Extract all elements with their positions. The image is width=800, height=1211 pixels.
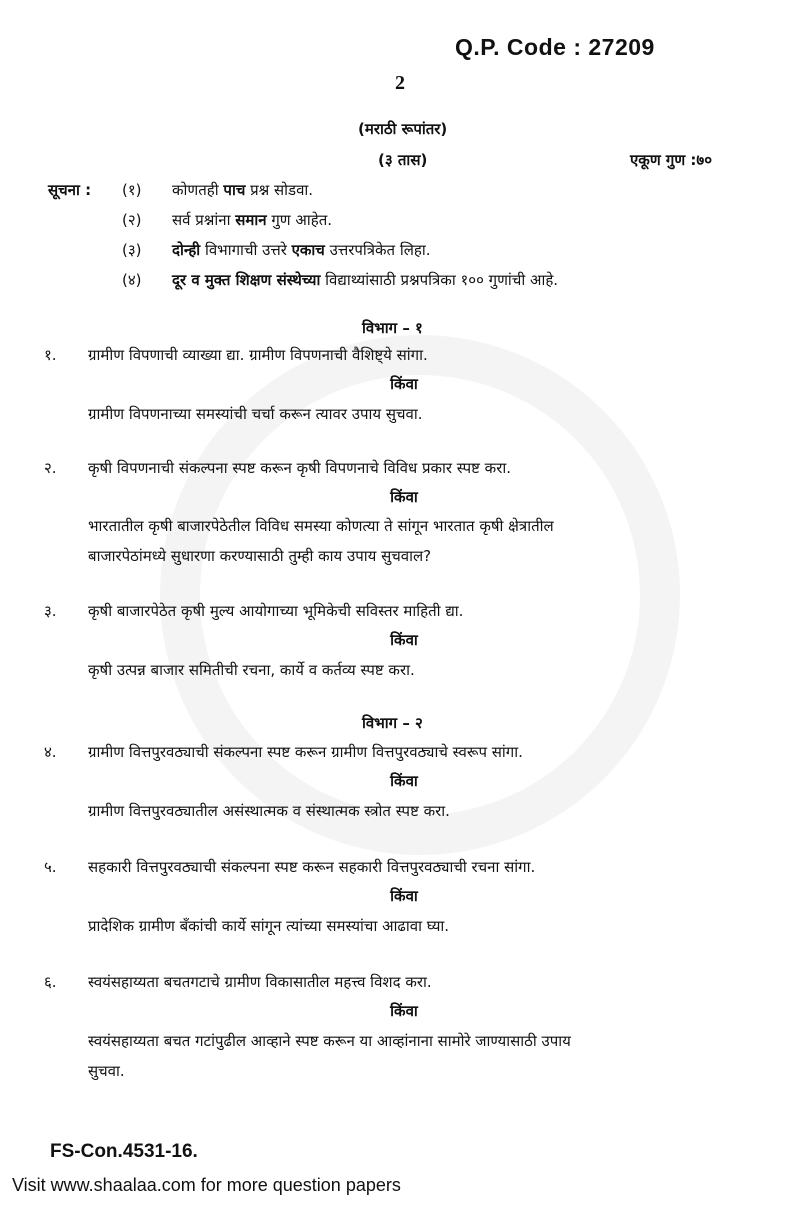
translation-subtitle: (मराठी रूपांतर) [358,120,448,138]
instruction-1: कोणतही पाच प्रश्न सोडवा. [172,181,314,199]
question-1-num: १. [44,346,57,364]
or-label-2: किंवा [390,488,418,506]
question-3-alt: कृषी उत्पन्न बाजार समितीची रचना, कार्ये व कर्तव्य स्पष्ट करा. [88,661,415,679]
instruction-1-num: (१) [122,181,142,199]
question-2-text: कृषी विपणनाची संकल्पना स्पष्ट करून कृषी विपणनाचे विविध प्रकार स्पष्ट करा. [88,459,511,477]
question-5-text: सहकारी वित्तपुरवठ्याची संकल्पना स्पष्ट करून सहकारी वित्तपुरवठ्याची रचना सांगा. [88,858,536,876]
question-4-num: ४. [44,743,57,761]
question-2-num: २. [44,459,57,477]
question-1-alt: ग्रामीण विपणनाच्या समस्यांची चर्चा करून त्यावर उपाय सुचवा. [88,405,423,423]
or-label-6: किंवा [390,1002,418,1020]
question-6-num: ६. [44,973,57,991]
question-6-alt-line-1: स्वयंसहाय्यता बचत गटांपुढील आव्हाने स्पष्ट करून या आव्हांनाना सामोरे जाण्यासाठी उपाय [88,1032,571,1050]
instruction-4-num: (४) [122,271,142,289]
exam-duration: (३ तास) [378,151,428,169]
instruction-3: दोन्ही विभागाची उत्तरे एकाच उत्तरपत्रिकेत लिहा. [172,241,431,259]
visit-footer: Visit www.shaalaa.com for more question papers [12,1175,401,1195]
question-2-alt-line-2: बाजारपेठांमध्ये सुधारणा करण्यासाठी तुम्ही काय उपाय सुचवाल? [88,547,432,565]
question-5-alt: प्रादेशिक ग्रामीण बँकांची कार्ये सांगून त्यांच्या समस्यांचा आढावा घ्या. [88,917,450,935]
instruction-4: दूर व मुक्त शिक्षण संस्थेच्या विद्याथ्यांसाठी प्रश्नपत्रिका १०० गुणांची आहे. [172,271,559,289]
question-5-num: ५. [44,858,57,876]
instruction-2-num: (२) [122,211,142,229]
section-1-title: विभाग – १ [362,319,423,337]
page-number: 2 [395,72,405,94]
question-6-alt-line-2: सुचवा. [88,1062,125,1080]
question-2-alt-line-1: भारतातील कृषी बाजारपेठेतील विविध समस्या कोणत्या ते सांगून भारतात कृषी क्षेत्रातील [88,517,554,535]
paper-code-footer: FS-Con.4531-16. [50,1141,198,1162]
or-label-5: किंवा [390,887,418,905]
or-label-1: किंवा [390,375,418,393]
question-3-num: ३. [44,602,57,620]
instruction-2: सर्व प्रश्नांना समान गुण आहेत. [172,211,333,229]
total-marks: एकूण गुण :७० [630,151,712,169]
question-4-text: ग्रामीण वित्तपुरवठ्याची संकल्पना स्पष्ट करून ग्रामीण वित्तपुरवठ्याचे स्वरूप सांगा. [88,743,523,761]
question-1-text: ग्रामीण विपणाची व्याख्या द्या. ग्रामीण विपणनाची वैशिष्ट्ये सांगा. [88,346,428,364]
or-label-4: किंवा [390,772,418,790]
question-6-text: स्वयंसहाय्यता बचतगटाचे ग्रामीण विकासातील महत्त्व विशद करा. [88,973,432,991]
question-4-alt: ग्रामीण वित्तपुरवठ्यातील असंस्थात्मक व संस्थात्मक स्त्रोत स्पष्ट करा. [88,802,450,820]
instructions-label: सूचना : [48,181,92,199]
question-3-text: कृषी बाजारपेठेत कृषी मुल्य आयोगाच्या भूमिकेची सविस्तर माहिती द्या. [88,602,464,620]
section-2-title: विभाग – २ [362,714,423,732]
qp-code: Q.P. Code : 27209 [455,34,655,60]
instruction-3-num: (३) [122,241,142,259]
or-label-3: किंवा [390,631,418,649]
